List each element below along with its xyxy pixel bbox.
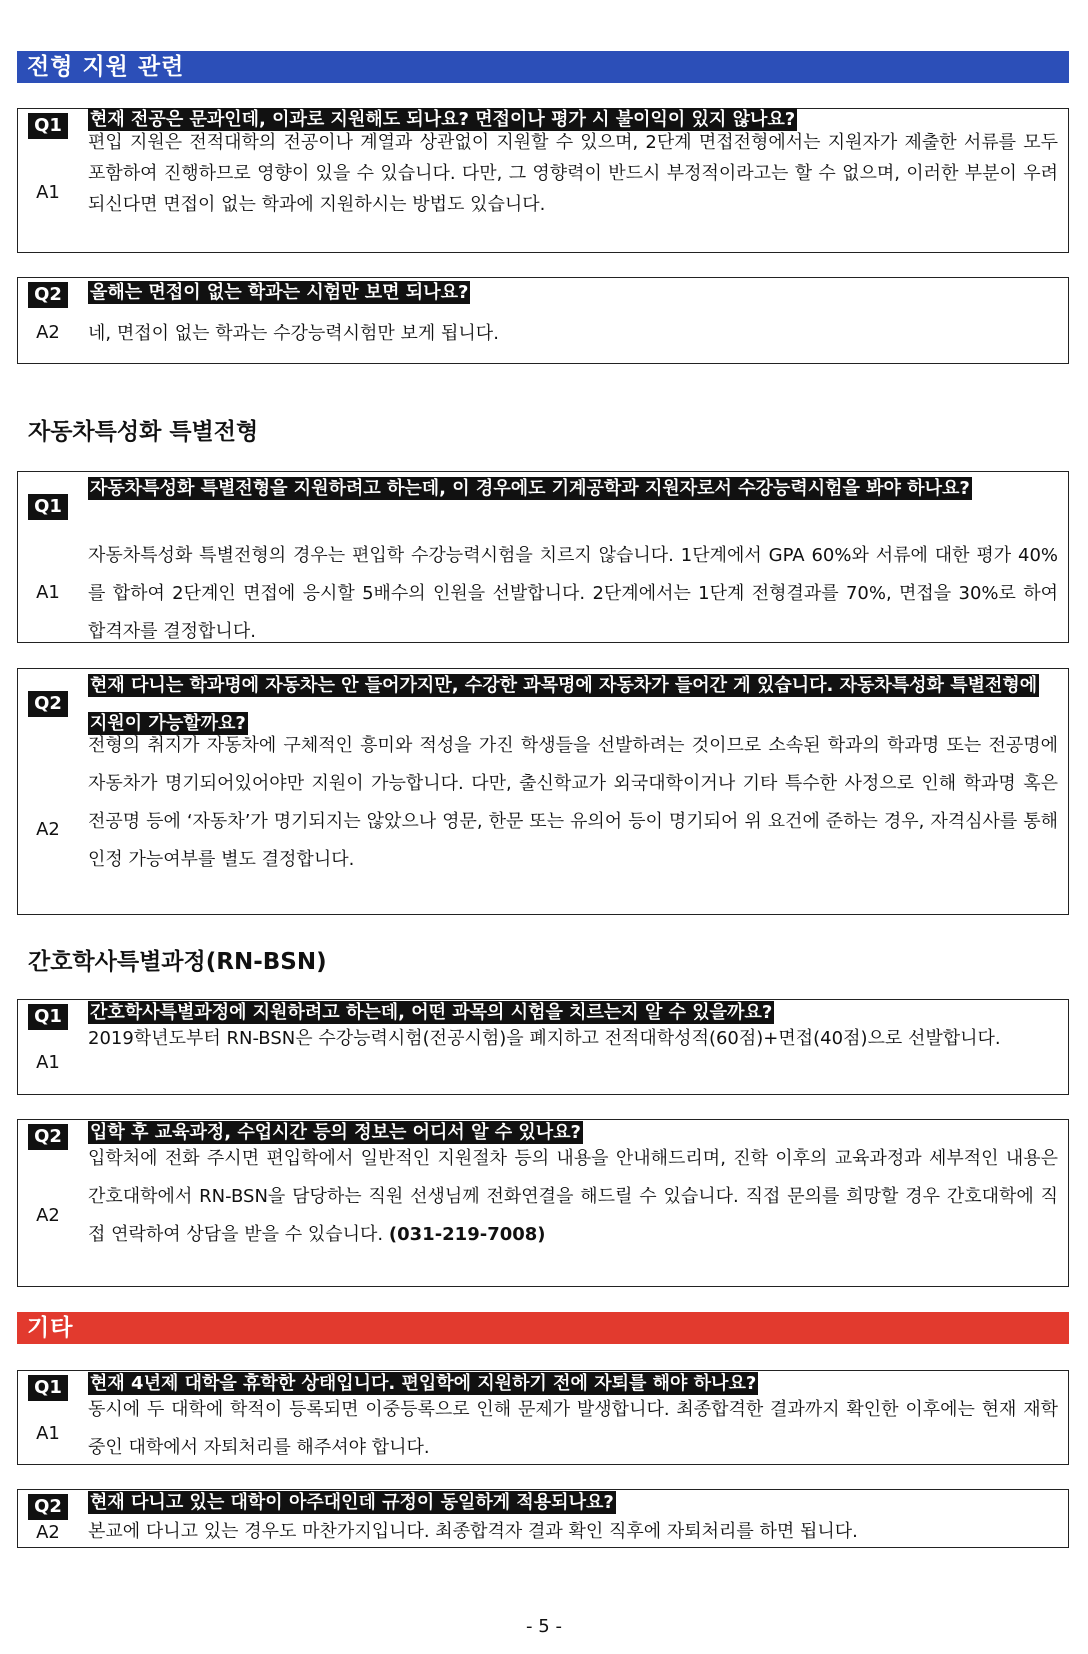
qa-box xyxy=(17,668,1069,915)
answer-label: A2 xyxy=(36,819,60,840)
question-label: Q1 xyxy=(28,1375,68,1401)
section-heading-automotive: 자동차특성화 특별전형 xyxy=(28,419,259,445)
question-text: 간호학사특별과정에 지원하려고 하는데, 어떤 과목의 시험을 치르는지 알 수 있을까요? xyxy=(90,1002,773,1023)
answer-label: A2 xyxy=(36,1522,60,1543)
qa-box xyxy=(17,1489,1069,1548)
answer-text: 자동차특성화 특별전형의 경우는 편입학 수강능력시험을 치르지 않습니다. 1단계에서 GPA 60%와 서류에 대한 평가 40%를 합하여 2단계인 면접에 응시할 5배수의 인원을 선발합니다. 2단계에서는 1단계 전형결과를 70%, 면접을 30%로 하여 합격자를 결정합니다. xyxy=(88,545,1058,642)
answer-text: 전형의 취지가 자동차에 구체적인 흥미와 적성을 가진 학생들을 선발하려는 것이므로 소속된 학과의 학과명 또는 전공명에 자동차가 명기되어있어야만 지원이 가능합니다. 다만, 출신학교가 외국대학이거나 기타 특수한 사정으로 인해 학과명 혹은 전공명 등에 ‘자동차’가 명기되지는 않았으나 영문, 한문 또는 유의어 등이 명기되어 위 요건에 준하는 경우, 자격심사를 통해 인정 가능여부를 별도 결정합니다. xyxy=(88,735,1058,870)
answer-text: 본교에 다니고 있는 경우도 마찬가지입니다. 최종합격자 결과 확인 직후에 자퇴처리를 하면 됩니다. xyxy=(88,1521,858,1542)
qa-box xyxy=(17,108,1069,253)
question-text: 입학 후 교육과정, 수업시간 등의 정보는 어디서 알 수 있나요? xyxy=(90,1122,581,1143)
answer-label: A1 xyxy=(36,582,60,603)
answer-label: A2 xyxy=(36,1205,60,1226)
question-label: Q1 xyxy=(28,1004,68,1030)
question-text: 현재 전공은 문과인데, 이과로 지원해도 되나요? 면접이나 평가 시 불이익이 있지 않나요? xyxy=(90,109,796,130)
qa-box xyxy=(17,1370,1069,1465)
answer-text: 동시에 두 대학에 학적이 등록되면 이중등록으로 인해 문제가 발생합니다. 최종합격한 결과까지 확인한 이후에는 현재 재학 중인 대학에서 자퇴처리를 해주셔야 합니다. xyxy=(88,1399,1058,1458)
answer-text: 네, 면접이 없는 학과는 수강능력시험만 보게 됩니다. xyxy=(88,323,499,344)
section-header-etc: 기타 xyxy=(17,1312,1069,1344)
question-text: 현재 다니는 학과명에 자동차는 안 들어가지만, 수강한 과목명에 자동차가 들어간 게 있습니다. 자동차특성화 특별전형에 지원이 가능할까요? xyxy=(90,675,1038,734)
question-label: Q2 xyxy=(28,282,68,308)
answer-label: A1 xyxy=(36,1052,60,1073)
page-number: - 5 - xyxy=(526,1616,562,1637)
qa-box xyxy=(17,277,1069,364)
question-label: Q2 xyxy=(28,1494,68,1520)
question-label: Q1 xyxy=(28,494,68,520)
phone-number: (031-219-7008) xyxy=(388,1224,546,1245)
question-text: 자동차특성화 특별전형을 지원하려고 하는데, 이 경우에도 기계공학과 지원자로서 수강능력시험을 봐야 하나요? xyxy=(90,478,970,499)
question-label: Q2 xyxy=(28,691,68,717)
question-text: 올해는 면접이 없는 학과는 시험만 보면 되나요? xyxy=(90,282,469,303)
answer-label: A1 xyxy=(36,182,60,203)
answer-text: 2019학년도부터 RN-BSN은 수강능력시험(전공시험)을 폐지하고 전적대학성적(60점)+면접(40점)으로 선발합니다. xyxy=(88,1028,1001,1049)
section-heading-rn-bsn: 간호학사특별과정(RN-BSN) xyxy=(28,949,327,975)
question-label: Q2 xyxy=(28,1124,68,1150)
answer-label: A1 xyxy=(36,1423,60,1444)
question-text: 현재 4년제 대학을 휴학한 상태입니다. 편입학에 지원하기 전에 자퇴를 해야 하나요? xyxy=(90,1373,757,1394)
qa-box xyxy=(17,999,1069,1095)
answer-text: 편입 지원은 전적대학의 전공이나 계열과 상관없이 지원할 수 있으며, 2단계 면접전형에서는 지원자가 제출한 서류를 모두 포함하여 진행하므로 영향이 있을 수 있습니다. 다만, 그 영향력이 반드시 부정적이라고는 할 수 없으며, 이러한 부분이 우려되신다면 면접이 없는 학과에 지원하시는 방법도 있습니다. xyxy=(88,132,1058,215)
qa-box xyxy=(17,471,1069,643)
question-text: 현재 다니고 있는 대학이 아주대인데 규정이 동일하게 적용되나요? xyxy=(90,1492,614,1513)
question-label: Q1 xyxy=(28,113,68,139)
section-header-application: 전형 지원 관련 xyxy=(17,51,1069,83)
qa-box xyxy=(17,1119,1069,1287)
answer-label: A2 xyxy=(36,322,60,343)
answer-text: 입학처에 전화 주시면 편입학에서 일반적인 지원절차 등의 내용을 안내해드리며, 진학 이후의 교육과정과 세부적인 내용은 간호대학에서 RN-BSN을 담당하는 직원 선생님께 전화연결을 해드릴 수 있습니다. 직접 문의를 희망할 경우 간호대학에 직접 연락하여 상담을 받을 수 있습니다. (031-219-7008) xyxy=(88,1148,1058,1245)
